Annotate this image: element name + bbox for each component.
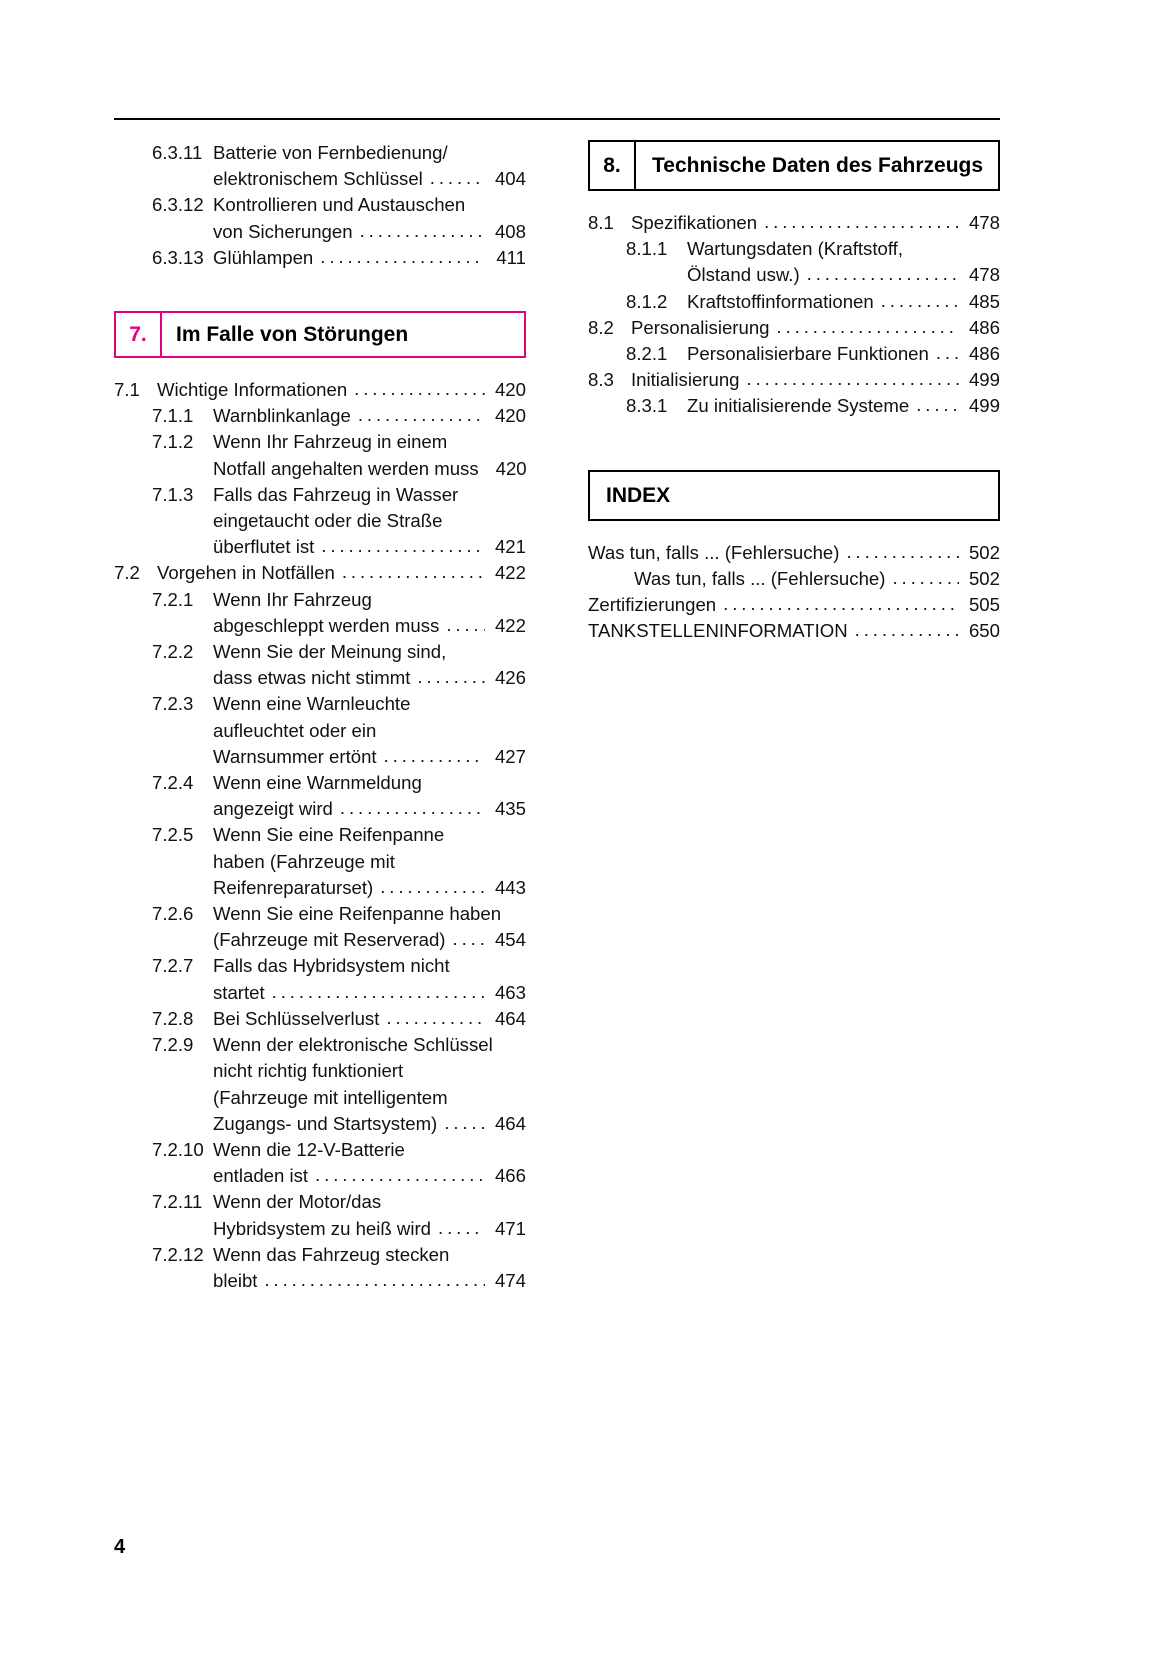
spacer (114, 271, 526, 311)
toc-entry-line (213, 613, 526, 639)
toc-entry-title (687, 341, 1000, 367)
dot-leader (342, 559, 485, 585)
dot-leader (846, 539, 959, 565)
toc-entry-line-text: überflutet ist (213, 536, 315, 558)
dot-leader (384, 743, 485, 769)
index-header[interactable] (588, 470, 1000, 521)
toc-entry-line (213, 1085, 526, 1111)
toc-entry-line-text: Wenn eine Warnleuchte (213, 693, 411, 715)
toc-entry-title (213, 192, 526, 244)
toc-entry-line-text: Zertifizierungen (588, 594, 717, 616)
toc-entry-page: 464 (494, 1007, 526, 1029)
left-column (114, 140, 526, 1294)
toc-entry[interactable] (114, 770, 526, 822)
toc-entry-title (213, 403, 526, 429)
toc-entry-line-text: Wenn die 12-V-Batterie (213, 1138, 405, 1160)
toc-entry-number: 7.1.1 (152, 405, 194, 427)
toc-entry-number: 7.2.3 (152, 693, 194, 715)
toc-entry-title (157, 560, 526, 586)
dot-leader (340, 795, 485, 821)
toc-entry-page: 435 (494, 798, 526, 820)
toc-entry[interactable] (114, 245, 526, 271)
two-column-layout (114, 140, 1000, 1294)
dot-leader (855, 617, 959, 643)
toc-entry-number: 7.2 (114, 562, 140, 584)
toc-entry-line-text: aufleuchtet oder ein (213, 719, 377, 741)
toc-entry-line-text: Initialisierung (631, 369, 740, 391)
toc-entry-line (588, 618, 1000, 644)
toc-entry-page: 421 (494, 536, 526, 558)
right-column (588, 140, 1000, 1294)
toc-entry-line (213, 482, 526, 508)
toc-entry-number: 8.2 (588, 316, 614, 338)
dot-leader (892, 565, 959, 591)
toc-entry-number: 8.2.1 (626, 343, 668, 365)
toc-entry-line (213, 429, 526, 455)
toc-entry-line (631, 210, 1000, 236)
toc-entry-number: 7.2.12 (152, 1243, 204, 1265)
toc-entry[interactable] (114, 1032, 526, 1137)
dot-leader (764, 209, 959, 235)
toc-entry[interactable] (588, 236, 1000, 288)
toc-entry-title (213, 429, 526, 481)
toc-entry[interactable] (114, 953, 526, 1005)
toc-entry-line-text: Wenn Sie der Meinung sind, (213, 641, 447, 663)
header-rule (114, 118, 1000, 120)
toc-entry-page: 486 (968, 343, 1000, 365)
dot-leader (936, 340, 959, 366)
toc-entry-line (213, 587, 526, 613)
toc-entry-line-text: Was tun, falls ... (Fehlersuche) (588, 541, 840, 563)
chapter-header-7[interactable] (114, 311, 526, 358)
toc-entry-line (213, 718, 526, 744)
toc-entry-title (213, 1189, 526, 1241)
toc-entry[interactable] (114, 1189, 526, 1241)
toc-entry-page: 650 (968, 620, 1000, 642)
toc-entry-page: 422 (494, 562, 526, 584)
toc-entry-page: 408 (494, 220, 526, 242)
toc-entry-line-text: Warnblinkanlage (213, 405, 351, 427)
toc-entry-line-text: Wenn Sie eine Reifenpanne (213, 824, 445, 846)
toc-entry-number: 6.3.12 (152, 194, 204, 216)
toc-entry-title (631, 315, 1000, 341)
chapter-title: Technische Daten des Fahrzeugs (652, 154, 984, 177)
toc-entry-title (213, 1242, 526, 1294)
toc-entry-line (213, 219, 526, 245)
toc-entry-line-text: elektronischem Schlüssel (213, 168, 423, 190)
toc-entry-page: 502 (968, 567, 1000, 589)
toc-entry-number: 7.2.8 (152, 1007, 194, 1029)
toc-entry-line (631, 315, 1000, 341)
toc-entry-line (213, 665, 526, 691)
toc-entry-page: 454 (494, 929, 526, 951)
toc-entry[interactable] (114, 901, 526, 953)
toc-entry-line-text: Wenn Sie eine Reifenpanne haben (213, 903, 502, 925)
dot-leader (354, 376, 485, 402)
toc-entry-page: 420 (494, 405, 526, 427)
toc-entry-page: 499 (968, 369, 1000, 391)
toc-entry-title (213, 245, 526, 271)
toc-entry-line-text: Vorgehen in Notfällen (157, 562, 335, 584)
toc-entry-line (213, 901, 526, 927)
dot-leader (777, 314, 960, 340)
toc-entry-title (213, 822, 526, 901)
toc-entry-line-text: Ölstand usw.) (687, 264, 800, 286)
toc-entry-title (687, 236, 1000, 288)
toc-entry[interactable] (588, 210, 1000, 236)
continued-toc-list (114, 140, 526, 271)
chapter-header-8[interactable] (588, 140, 1000, 191)
toc-entry[interactable] (114, 140, 526, 192)
toc-entry-line (213, 166, 526, 192)
toc-entry-page: 463 (494, 981, 526, 1003)
toc-entry[interactable] (114, 822, 526, 901)
toc-entry-line (213, 822, 526, 848)
toc-entry-line-text: Wichtige Informationen (157, 379, 348, 401)
toc-entry-number: 7.2.10 (152, 1138, 204, 1160)
toc-entry-page: 422 (494, 614, 526, 636)
toc-entry-line-text: dass etwas nicht stimmt (213, 667, 411, 689)
chapter-7-toc-list (114, 377, 526, 1294)
toc-entry-line-text: Falls das Fahrzeug in Wasser (213, 483, 459, 505)
toc-entry-line (157, 560, 526, 586)
toc-entry-line-text: Wenn das Fahrzeug stecken (213, 1243, 450, 1265)
spacer (588, 521, 1000, 540)
dot-leader (807, 261, 959, 287)
dot-leader (321, 533, 485, 559)
toc-entry-title (588, 618, 1000, 644)
toc-entry-page: 426 (494, 667, 526, 689)
chapter-title: Im Falle von Störungen (176, 323, 409, 347)
toc-entry[interactable] (588, 592, 1000, 618)
toc-entry-line (213, 849, 526, 875)
toc-entry-line (213, 927, 526, 953)
dot-leader (417, 664, 485, 690)
toc-entry-number: 7.2.7 (152, 955, 194, 977)
toc-entry-number: 7.2.5 (152, 824, 194, 846)
toc-entry-line (213, 770, 526, 796)
toc-entry-number: 7.2.9 (152, 1034, 194, 1056)
toc-entry-title (213, 770, 526, 822)
toc-entry-page: 404 (494, 168, 526, 190)
toc-entry-page: 499 (968, 395, 1000, 417)
toc-entry-title (631, 367, 1000, 393)
toc-entry-line-text: Wenn der Motor/das (213, 1191, 382, 1213)
toc-entry-title (213, 587, 526, 639)
toc-entry-line-text: Zugangs- und Startsystem) (213, 1112, 438, 1134)
toc-entry-line (213, 1058, 526, 1084)
toc-entry[interactable] (114, 1242, 526, 1294)
toc-entry-title (157, 377, 526, 403)
dot-leader (360, 218, 485, 244)
toc-entry-title (213, 639, 526, 691)
toc-entry-page: 502 (968, 541, 1000, 563)
toc-entry-number: 7.2.4 (152, 772, 194, 794)
toc-entry[interactable] (114, 560, 526, 586)
spacer (588, 420, 1000, 470)
chapter-number: 7. (116, 313, 162, 356)
toc-entry[interactable] (114, 377, 526, 403)
toc-entry-line (213, 140, 526, 166)
toc-entry-line-text: (Fahrzeuge mit Reserverad) (213, 929, 446, 951)
toc-entry-page: 464 (494, 1112, 526, 1134)
toc-entry-line (213, 1216, 526, 1242)
toc-entry-page: 478 (968, 264, 1000, 286)
dot-leader (446, 612, 485, 638)
index-title: INDEX (606, 483, 671, 507)
toc-entry-title (687, 289, 1000, 315)
toc-entry[interactable] (588, 393, 1000, 419)
toc-entry[interactable] (114, 429, 526, 481)
toc-entry-page: 471 (494, 1217, 526, 1239)
toc-entry-line-text: Was tun, falls ... (Fehlersuche) (634, 567, 886, 589)
toc-entry-title (588, 540, 1000, 566)
toc-entry-line (157, 377, 526, 403)
toc-entry-line (213, 1006, 526, 1032)
spacer (588, 191, 1000, 210)
toc-entry-number: 6.3.11 (152, 142, 203, 163)
toc-entry-page: 420 (494, 379, 526, 401)
toc-entry-line-text: nicht richtig funktioniert (213, 1060, 404, 1082)
toc-entry-line (213, 1032, 526, 1058)
toc-entry-line-text: Spezifikationen (631, 212, 758, 233)
toc-entry-line (213, 1163, 526, 1189)
toc-entry-line-text: Zu initialisierende Systeme (687, 395, 910, 417)
toc-entry-line-text: Kraftstoffinformationen (687, 290, 874, 312)
toc-entry-title (213, 1032, 526, 1137)
toc-entry-line-text: Wartungsdaten (Kraftstoff, (687, 238, 903, 260)
toc-entry-line-text: Wenn Ihr Fahrzeug (213, 588, 372, 610)
toc-entry-line-text: Wenn Ihr Fahrzeug in einem (213, 431, 448, 453)
toc-entry-page: 486 (968, 316, 1000, 338)
toc-entry[interactable] (114, 639, 526, 691)
toc-entry-number: 7.1.2 (152, 431, 194, 453)
dot-leader (315, 1162, 485, 1188)
dot-leader (320, 244, 485, 270)
toc-entry-number: 8.1.1 (626, 238, 668, 260)
dot-leader (358, 402, 485, 428)
toc-entry-number: 7.2.1 (152, 588, 194, 610)
toc-entry-number: 7.1 (114, 379, 140, 401)
toc-entry[interactable] (114, 403, 526, 429)
toc-entry-line-text: Batterie von Fernbedienung/ (213, 142, 448, 163)
toc-entry-line (634, 566, 1000, 592)
toc-entry[interactable] (114, 482, 526, 561)
toc-entry-number: 7.2.2 (152, 641, 194, 663)
toc-entry-line (687, 289, 1000, 315)
toc-entry-line (687, 262, 1000, 288)
toc-entry-line (213, 1268, 526, 1294)
toc-entry-line-text: startet (213, 981, 265, 1003)
toc-entry[interactable] (114, 691, 526, 770)
toc-entry-number: 8.1.2 (626, 290, 668, 312)
toc-entry-page: 505 (968, 594, 1000, 616)
toc-entry-title (634, 566, 1000, 592)
toc-entry-line-text: Falls das Hybridsystem nicht (213, 955, 450, 977)
toc-entry-line-text: Hybridsystem zu heiß wird (213, 1217, 432, 1239)
dot-leader (386, 1005, 485, 1031)
toc-entry-line (213, 980, 526, 1006)
toc-entry-title (213, 953, 526, 1005)
toc-entry-line (213, 1137, 526, 1163)
toc-entry-line (213, 953, 526, 979)
toc-entry-page: 411 (496, 246, 526, 268)
toc-entry-line (213, 875, 526, 901)
toc-entry-page: 485 (968, 290, 1000, 312)
toc-entry[interactable] (588, 315, 1000, 341)
toc-entry-page: 443 (494, 876, 526, 898)
toc-entry-line (687, 236, 1000, 262)
toc-entry-line-text: Personalisierung (631, 316, 770, 338)
dot-leader (380, 874, 485, 900)
toc-entry[interactable] (114, 1006, 526, 1032)
toc-entry-line-text: Wenn eine Warnmeldung (213, 772, 422, 794)
toc-entry-title (687, 393, 1000, 419)
dot-leader (723, 591, 959, 617)
toc-entry-line (213, 508, 526, 534)
toc-entry-number: 7.2.11 (152, 1191, 203, 1213)
toc-entry-number: 7.1.3 (152, 483, 194, 505)
toc-entry-number: 7.2.6 (152, 903, 194, 925)
toc-entry-page: 478 (968, 212, 1000, 233)
toc-entry-line (687, 393, 1000, 419)
toc-entry-number: 8.1 (588, 212, 614, 233)
toc-entry-line-text: Kontrollieren und Austauschen (213, 194, 466, 216)
toc-entry-line-text: abgeschleppt werden muss (213, 614, 440, 636)
dot-leader (747, 366, 959, 392)
toc-entry-line (213, 1189, 526, 1215)
toc-entry-line-text: bleibt (213, 1269, 258, 1291)
toc-entry-line (588, 540, 1000, 566)
toc-entry[interactable] (588, 618, 1000, 644)
toc-entry-line (213, 456, 526, 482)
toc-entry[interactable] (588, 540, 1000, 566)
toc-entry-line (687, 341, 1000, 367)
toc-entry[interactable] (588, 341, 1000, 367)
toc-entry-line-text: (Fahrzeuge mit intelligentem (213, 1086, 448, 1108)
toc-entry-line-text: Notfall angehalten werden muss (213, 457, 479, 479)
dot-leader (272, 979, 485, 1005)
toc-entry-title (213, 1006, 526, 1032)
toc-entry-line (213, 691, 526, 717)
toc-entry-page: 427 (494, 745, 526, 767)
dot-leader (444, 1110, 485, 1136)
toc-entry-line-text: Glühlampen (213, 246, 314, 268)
dot-leader (430, 165, 485, 191)
toc-entry-line-text: eingetaucht oder die Straße (213, 510, 443, 532)
toc-entry-page: 474 (494, 1269, 526, 1291)
toc-entry[interactable] (114, 1137, 526, 1189)
toc-entry-line (213, 403, 526, 429)
spacer (114, 358, 526, 377)
index-list (588, 540, 1000, 645)
toc-entry-line-text: entladen ist (213, 1165, 309, 1187)
toc-entry[interactable] (588, 566, 1000, 592)
toc-entry-line (213, 1111, 526, 1137)
toc-entry-line-text: Personalisierbare Funktionen (687, 343, 929, 365)
chapter-8-toc-list (588, 210, 1000, 420)
toc-entry-title (213, 1137, 526, 1189)
dot-leader (438, 1215, 485, 1241)
toc-entry-title (631, 210, 1000, 236)
chapter-number: 8. (590, 142, 636, 189)
toc-entry-number: 8.3.1 (626, 395, 668, 417)
toc-entry-line-text: von Sicherungen (213, 220, 353, 242)
toc-entry-title (213, 140, 526, 192)
toc-entry-title (213, 901, 526, 953)
toc-entry-number: 8.3 (588, 369, 614, 391)
toc-entry-line (213, 639, 526, 665)
page-number: 4 (114, 1536, 126, 1558)
toc-entry-title (213, 482, 526, 561)
toc-entry-line-text: Warnsummer ertönt (213, 745, 377, 767)
toc-entry-line (213, 1242, 526, 1268)
toc-entry-line (213, 192, 526, 218)
toc-entry-line-text: Reifenreparaturset) (213, 876, 374, 898)
dot-leader (264, 1267, 485, 1293)
toc-entry-page: 420 (495, 457, 527, 479)
toc-entry-line-text: Bei Schlüsselverlust (213, 1007, 380, 1029)
toc-entry-page: 466 (494, 1165, 526, 1187)
toc-entry-line-text: angezeigt wird (213, 798, 333, 820)
toc-entry[interactable] (588, 367, 1000, 393)
toc-entry-line (588, 592, 1000, 618)
toc-entry-line-text: Wenn der elektronische Schlüssel (213, 1034, 493, 1056)
toc-entry-title (588, 592, 1000, 618)
toc-entry[interactable] (114, 192, 526, 244)
dot-leader (453, 926, 485, 952)
toc-entry-title (213, 691, 526, 770)
toc-entry-line (213, 796, 526, 822)
toc-entry-line (213, 245, 526, 271)
toc-entry-line (631, 367, 1000, 393)
toc-entry-line-text: TANKSTELLENINFORMATION (588, 620, 848, 642)
toc-entry-line (213, 534, 526, 560)
dot-leader (916, 392, 959, 418)
toc-entry[interactable] (114, 587, 526, 639)
toc-entry-line (213, 744, 526, 770)
toc-entry[interactable] (588, 289, 1000, 315)
toc-entry-number: 6.3.13 (152, 246, 204, 268)
toc-entry-line-text: haben (Fahrzeuge mit (213, 850, 395, 872)
dot-leader (881, 288, 959, 314)
